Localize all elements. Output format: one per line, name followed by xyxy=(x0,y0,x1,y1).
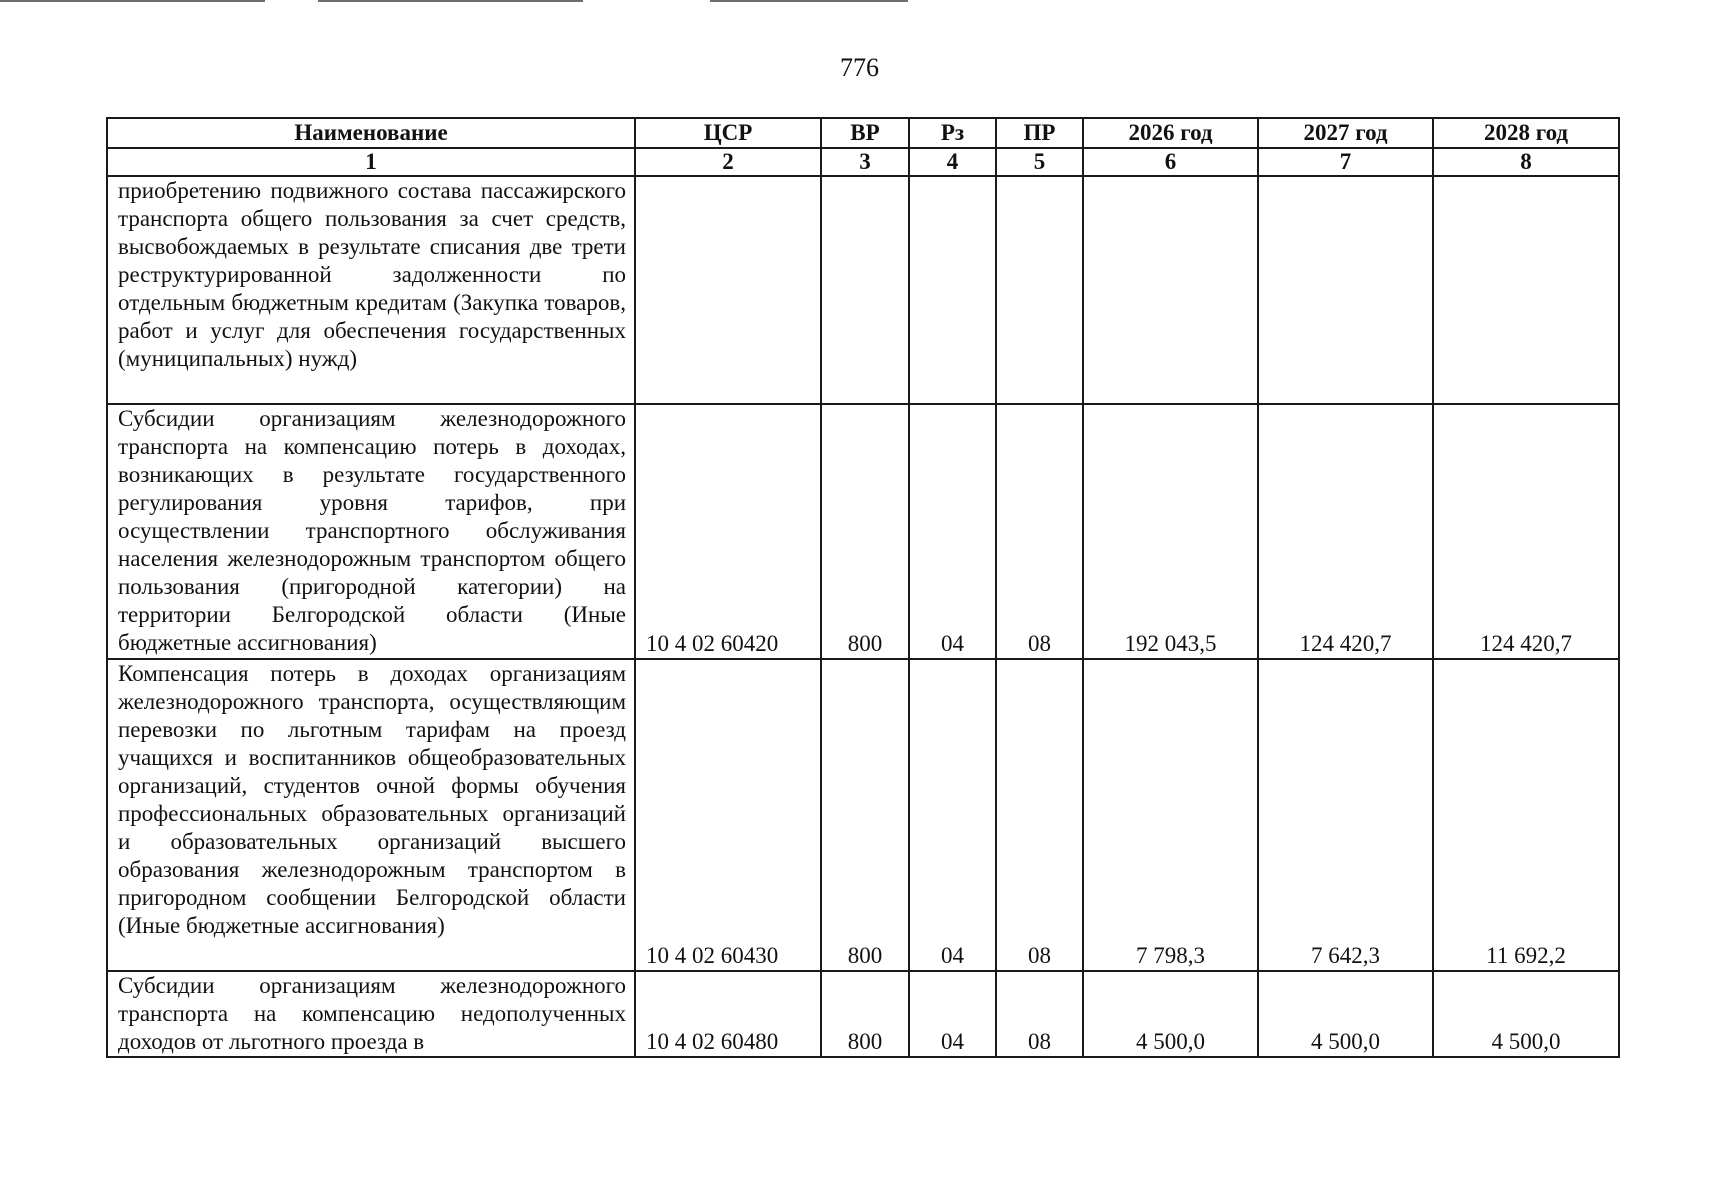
column-number: 7 xyxy=(1258,148,1433,176)
row-name: Субсидии организациям железнодорожного транспорта на компенсацию потерь в доходах, возникающих в результате государственного регулирования уровня тарифов, при осуществлении транспортного обслуживания населения железнодорожным транспортом общего пользования (пригородной категории) на территории Белгородской области (Иные бюджетные ассигнования) xyxy=(107,404,635,659)
row-pr: 08 xyxy=(996,971,1083,1057)
column-number: 1 xyxy=(107,148,635,176)
header-2027: 2027 год xyxy=(1258,118,1433,148)
column-number: 4 xyxy=(909,148,996,176)
column-number: 8 xyxy=(1433,148,1619,176)
row-2028: 11 692,2 xyxy=(1433,659,1619,971)
row-2028: 4 500,0 xyxy=(1433,971,1619,1057)
table-row xyxy=(107,176,1619,404)
row-vr: 800 xyxy=(821,404,909,659)
row-csr xyxy=(635,176,821,404)
header-name: Наименование xyxy=(107,118,635,148)
row-2027: 7 642,3 xyxy=(1258,659,1433,971)
row-pr: 08 xyxy=(996,404,1083,659)
header-vr: ВР xyxy=(821,118,909,148)
header-2028: 2028 год xyxy=(1433,118,1619,148)
row-2027 xyxy=(1258,176,1433,404)
row-2027: 4 500,0 xyxy=(1258,971,1433,1057)
column-number: 2 xyxy=(635,148,821,176)
row-2026: 4 500,0 xyxy=(1083,971,1258,1057)
column-number: 5 xyxy=(996,148,1083,176)
row-rz xyxy=(909,176,996,404)
row-vr xyxy=(821,176,909,404)
row-name: Компенсация потерь в доходах организациям железнодорожного транспорта, осуществляющим перевозки по льготным тарифам на проезд учащихся и воспитанников общеобразовательных организаций, студентов очной формы обучения профессиональных образовательных организаций и образовательных организаций высшего образования железнодорожным транспортом в пригородном сообщении Белгородской области (Иные бюджетные ассигнования) xyxy=(107,659,635,971)
scan-artifact-line xyxy=(318,0,583,2)
row-rz: 04 xyxy=(909,404,996,659)
page-number: 776 xyxy=(840,53,879,82)
row-name: Субсидии организациям железнодорожного транспорта на компенсацию недополученных доходов от льготного проезда в xyxy=(107,971,635,1057)
header-rz: Рз xyxy=(909,118,996,148)
row-name: приобретению подвижного состава пассажирского транспорта общего пользования за счет средств, высвобождаемых в результате списания две трети реструктурированной задолженности по отдельным бюджетным кредитам (Закупка товаров, работ и услуг для обеспечения государственных (муниципальных) нужд) xyxy=(107,176,635,404)
table-row xyxy=(107,404,1619,659)
row-rz: 04 xyxy=(909,659,996,971)
scan-artifact-line xyxy=(0,0,265,2)
header-2026: 2026 год xyxy=(1083,118,1258,148)
column-number: 3 xyxy=(821,148,909,176)
row-2026 xyxy=(1083,176,1258,404)
row-csr: 10 4 02 60480 xyxy=(635,971,821,1057)
row-vr: 800 xyxy=(821,971,909,1057)
header-row xyxy=(107,118,1619,148)
table-row xyxy=(107,659,1619,971)
row-2026: 192 043,5 xyxy=(1083,404,1258,659)
scan-artifact-line xyxy=(710,0,908,2)
row-pr: 08 xyxy=(996,659,1083,971)
column-number-row xyxy=(107,148,1619,176)
row-2026: 7 798,3 xyxy=(1083,659,1258,971)
row-rz: 04 xyxy=(909,971,996,1057)
row-pr xyxy=(996,176,1083,404)
row-csr: 10 4 02 60430 xyxy=(635,659,821,971)
header-pr: ПР xyxy=(996,118,1083,148)
row-2027: 124 420,7 xyxy=(1258,404,1433,659)
row-csr: 10 4 02 60420 xyxy=(635,404,821,659)
table-row xyxy=(107,971,1619,1057)
column-number: 6 xyxy=(1083,148,1258,176)
budget-table xyxy=(106,117,1620,1058)
row-2028: 124 420,7 xyxy=(1433,404,1619,659)
row-vr: 800 xyxy=(821,659,909,971)
header-csr: ЦСР xyxy=(635,118,821,148)
row-2028 xyxy=(1433,176,1619,404)
